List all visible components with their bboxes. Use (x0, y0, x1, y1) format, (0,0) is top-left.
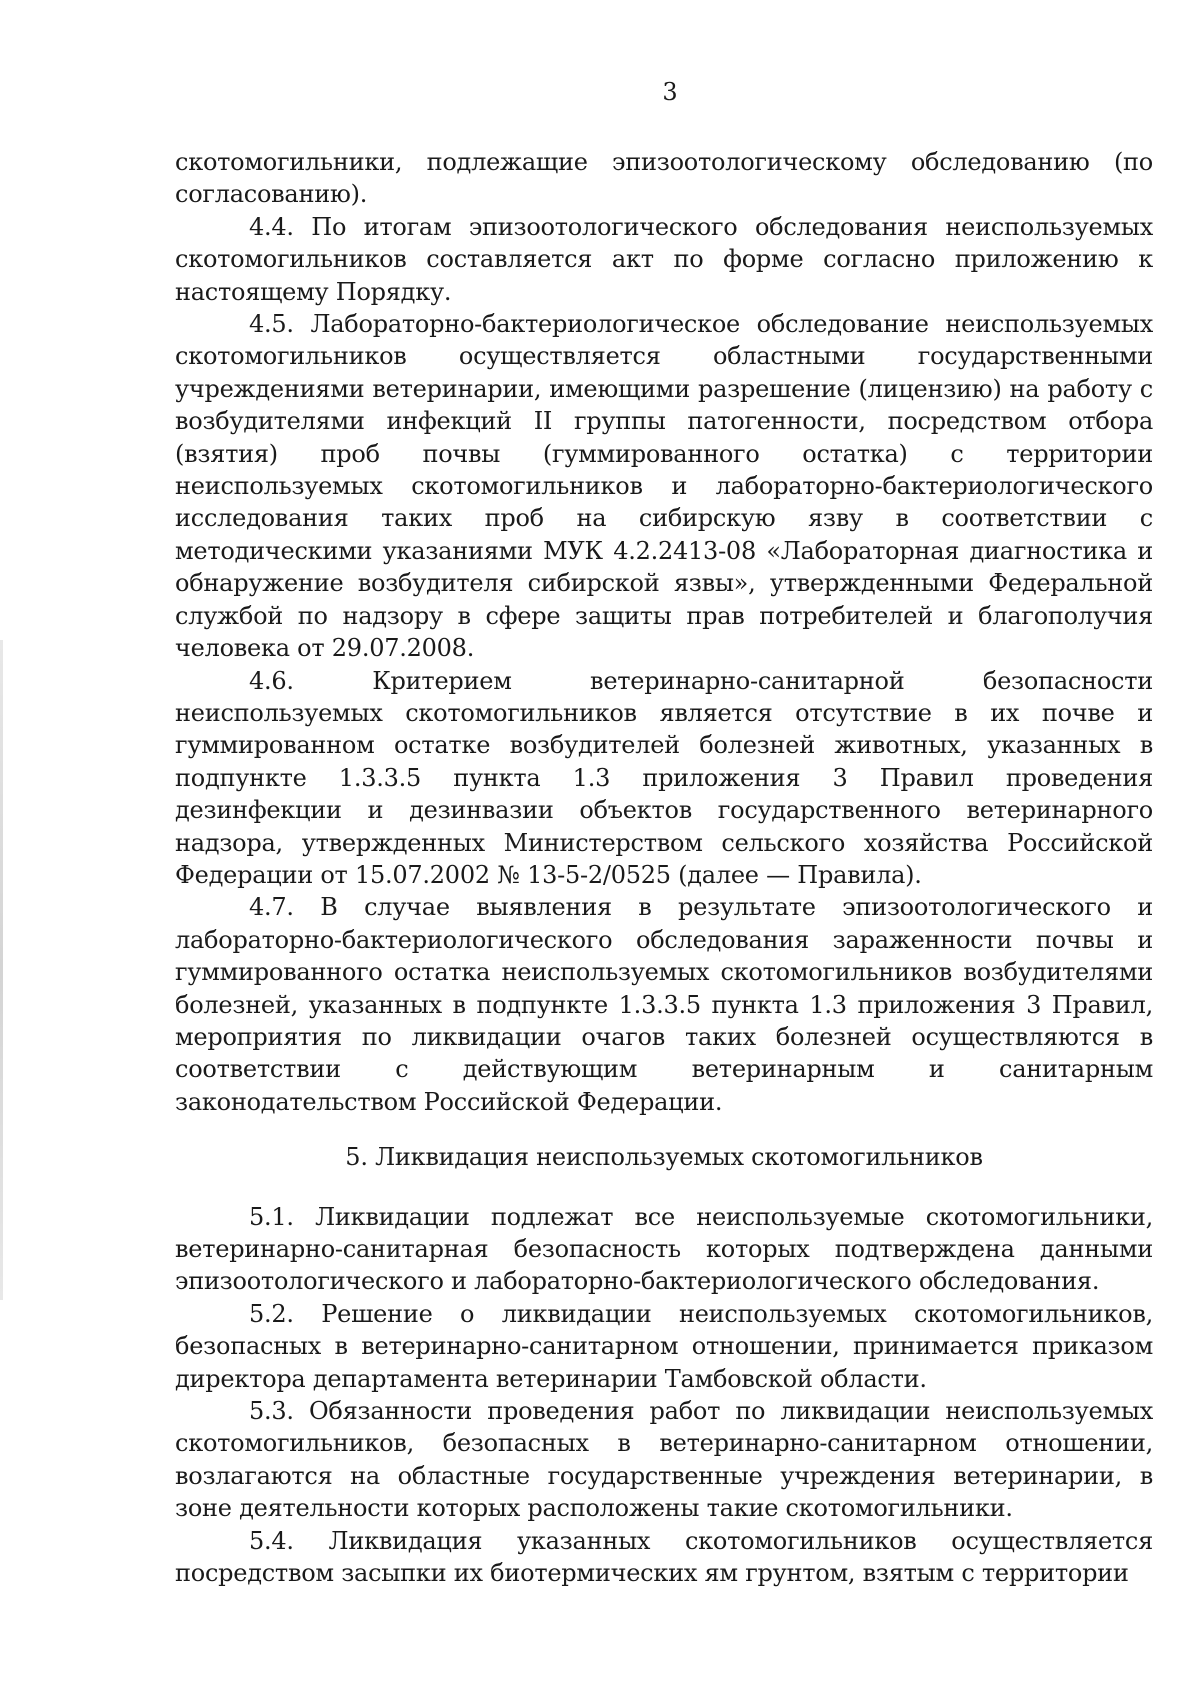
page-number: 3 (662, 78, 678, 106)
paragraph-5-1: 5.1. Ликвидации подлежат все неиспользуемые скотомогильники, ветеринарно-санитарная безопасность которых подтверждена данными эпизоотологического и лабораторно-бактериологического обследования. (175, 1202, 1153, 1296)
section-heading: 5. Ликвидация неиспользуемых скотомогильников (345, 1143, 983, 1172)
paragraph-4-5: 4.5. Лабораторно-бактериологическое обследование неиспользуемых скотомогильников осуществляется областными государственными учреждениями ветеринарии, имеющими разрешение (лицензию) на работу с возбудителями инфекций II группы патогенности, посредством отбора (взятия) проб почвы (гуммированного остатка) с территории неиспользуемых скотомогильников и лабораторно-бактериологического исследования таких проб на сибирскую язву в соответствии с методическими указаниями МУК 4.2.2413-08 «Лабораторная диагностика и обнаружение возбудителя сибирской язвы», утвержденными Федеральной службой по надзору в сфере защиты прав потребителей и благополучия человека от 29.07.2008. (175, 310, 1153, 663)
paragraph-4-7: 4.7. В случае выявления в результате эпизоотологического и лабораторно-бактериологического обследования зараженности почвы и гуммированного остатка неиспользуемых скотомогильников возбудителями болезней, указанных в подпункте 1.3.3.5 пункта 1.3 приложения 3 Правил, мероприятия по ликвидации очагов таких болезней осуществляются в соответствии с действующим ветеринарным и санитарным законодательством Российской Федерации. (175, 893, 1153, 1116)
paragraph-5-2: 5.2. Решение о ликвидации неиспользуемых скотомогильников, безопасных в ветеринарно-санитарном отношении, принимается приказом директора департамента ветеринарии Тамбовской области. (175, 1299, 1153, 1393)
paragraph-5-4: 5.4. Ликвидация указанных скотомогильников осуществляется посредством засыпки их биотермических ям грунтом, взятым с территории (175, 1526, 1153, 1588)
scan-edge-shadow (0, 640, 3, 1300)
document-body (175, 146, 1153, 1589)
paragraph-5-3: 5.3. Обязанности проведения работ по ликвидации неиспользуемых скотомогильников, безопасных в ветеринарно-санитарном отношении, возлагаются на областные государственные учреждения ветеринарии, в зоне деятельности которых расположены такие скотомогильники. (175, 1397, 1153, 1523)
paragraph-4-4: 4.4. По итогам эпизоотологического обследования неиспользуемых скотомогильников составляется акт по форме согласно приложению к настоящему Порядку. (175, 212, 1153, 306)
paragraph-4-6: 4.6. Критерием ветеринарно-санитарной безопасности неиспользуемых скотомогильников является отсутствие в их почве и гуммированном остатке возбудителей болезней животных, указанных в подпункте 1.3.3.5 пункта 1.3 приложения 3 Правил проведения дезинфекции и дезинвазии объектов государственного ветеринарного надзора, утвержденных Министерством сельского хозяйства Российской Федерации от 15.07.2002 № 13-5-2/0525 (далее — Правила). (175, 666, 1153, 889)
paragraph-4-3-continuation: скотомогильники, подлежащие эпизоотологическому обследованию (по согласованию). (175, 148, 1153, 209)
